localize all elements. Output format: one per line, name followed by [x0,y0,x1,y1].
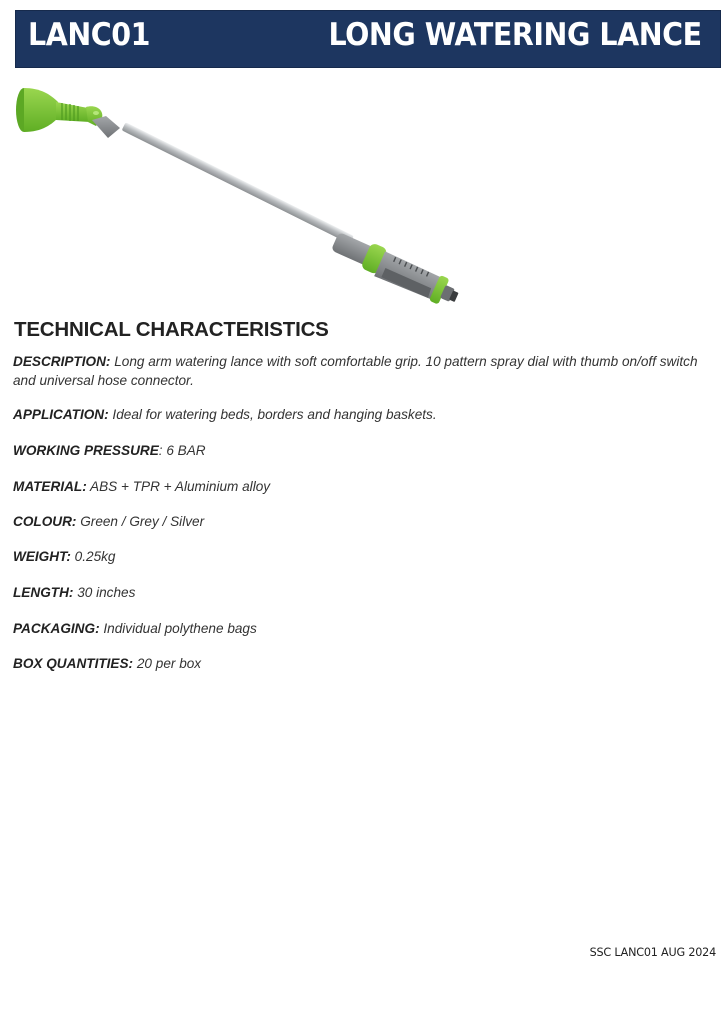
spec-length [13,583,713,602]
spec-label: COLOUR: [13,514,77,529]
spec-description [13,352,713,390]
product-code: LANC01 [28,17,150,53]
spec-weight [13,547,713,566]
spec-value: 30 inches [73,585,136,600]
spec-value: Long arm watering lance with soft comfortable grip. 10 pattern spray dial with thumb on/off switch and universal hose connector. [13,354,698,388]
spec-label: PACKAGING: [13,621,100,636]
spec-value: 20 per box [133,656,202,671]
watering-lance-image [10,80,480,325]
spec-application [13,405,713,424]
spec-box-quantities [13,654,713,673]
spec-label: LENGTH: [13,585,74,600]
spec-value: Individual polythene bags [99,621,257,636]
header-bar [15,10,721,68]
spec-value: Ideal for watering beds, borders and hanging baskets. [108,407,437,422]
spec-material [13,477,713,496]
spec-value: 0.25kg [70,549,116,564]
spec-value: Green / Grey / Silver [76,514,205,529]
spec-value: ABS + TPR + Aluminium alloy [86,479,271,494]
technical-characteristics-heading: TECHNICAL CHARACTERISTICS [14,318,329,341]
spec-label: DESCRIPTION: [13,354,111,369]
spec-label: APPLICATION: [13,407,109,422]
spec-packaging [13,619,713,638]
spec-label: WORKING PRESSURE [13,443,159,458]
spec-working-pressure [13,441,713,460]
spec-colour [13,512,713,531]
spec-label: WEIGHT: [13,549,71,564]
spec-value: : 6 BAR [158,443,206,458]
document-reference: SSC LANC01 AUG 2024 [589,946,716,959]
spec-label: MATERIAL: [13,479,87,494]
spec-label: BOX QUANTITIES: [13,656,134,671]
product-title: LONG WATERING LANCE [328,17,702,53]
